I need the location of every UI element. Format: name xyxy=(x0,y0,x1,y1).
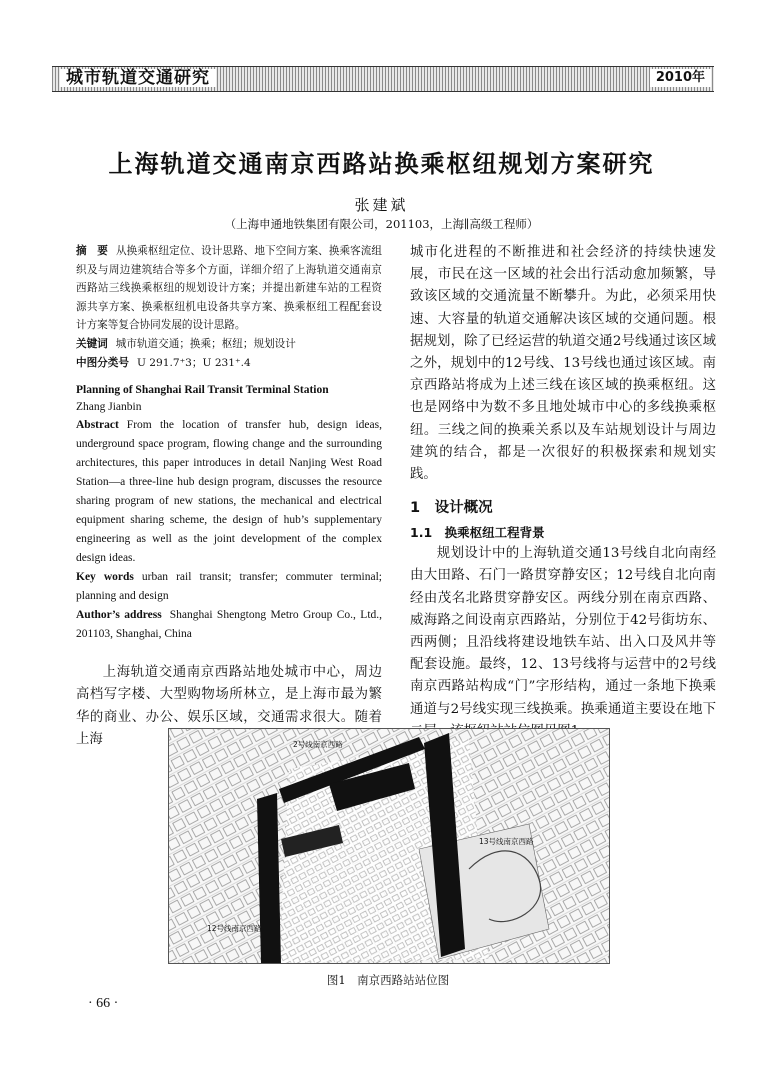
classification-code: U 291.7⁺3；U 231⁺.4 xyxy=(136,356,251,369)
intro-paragraph-right: 城市化进程的不断推进和社会经济的持续快速发展，市民在这一区域的社会出行活动愈加频繁，导致该区域的交通流量不断攀升。为此，必须采用快速、大容量的轨道交通解决该区域的交通问题。根据规划，除了已经运营的轨道交通2号线通过该区域之外，规划中的12号线、13号线也通过该区域。南京西路站将成为上述三线在该区域的换乘枢纽。这也是网络中为数不多且地处城市中心的多线换乘枢纽。三线之间的换乘关系以及车站规划设计与周边建筑的结合，都是一次很好的积极探索和规划实践。 xyxy=(410,245,716,483)
keywords-en-label: Key words xyxy=(76,571,134,584)
line12-station-band xyxy=(257,793,281,963)
classification xyxy=(76,354,382,373)
paragraph-1-1: 规划设计中的上海轨道交通13号线自北向南经由大田路、石门一路贯穿静安区；12号线自北向南经由茂名北路贯穿静安区。两线分别在南京西路、威海路之间设南京西路站，分别位于42号街坊东、西两侧；且沿线将建设地铁车站、出入口及风井等配套设施。最终，12、13号线将与运营中的2号线南京西路站构成“门”字形结构，通过一条地下换乘通道与2号线实现三线换乘。换乘通道主要设在地下 xyxy=(410,546,716,717)
author-address-label: Author’s address xyxy=(76,609,162,622)
journal-year: 2010年 xyxy=(650,69,711,87)
abstract-cn-label: 摘 要 xyxy=(76,245,108,257)
section-heading-1: 1 设计概况 xyxy=(410,500,493,517)
map-label-line13: 13号线南京西路 xyxy=(479,837,534,846)
intro-paragraph-left: 上海轨道交通南京西路站地处城市中心，周边高档写字楼、大型购物场所林立，是上海市最为繁华的商业、办公、娱乐区域，交通需求很大。随着上海 xyxy=(76,665,382,747)
article-title: 上海轨道交通南京西路站换乘枢纽规划方案研究 xyxy=(108,149,655,178)
keywords-cn xyxy=(76,335,382,354)
abstract-cn-text: 从换乘枢纽定位、设计思路、地下空间方案、换乘客流组织及与周边建筑结合等多个方面，详细介绍了上海轨道交通南京西路站三线换乘枢纽的规划设计方案；并提出新建车站的工程资源共享方案、换乘枢纽机电设备共享方案、换乘枢纽工程配套设计方案等复合协同发展的设计思路。 xyxy=(76,245,383,332)
map-label-line2: 2号线南京西路 xyxy=(293,740,343,749)
abstract-en-label: Abstract xyxy=(76,419,119,432)
journal-name: 城市轨道交通研究 xyxy=(60,69,216,87)
keywords-en-text: urban rail transit; transfer; commuter terminal; planning and design xyxy=(76,571,382,603)
abstract-en xyxy=(76,416,382,568)
figure-caption: 图1 南京西路站站位图 xyxy=(326,973,450,987)
right-column xyxy=(410,242,716,743)
english-title: Planning of Shanghai Rail Transit Terminal Station xyxy=(76,384,329,397)
station-location-map xyxy=(168,728,610,964)
left-column xyxy=(76,242,382,751)
abstract-cn xyxy=(76,242,382,335)
map-drawing xyxy=(169,729,609,963)
section-heading-1-1: 1.1 换乘枢纽工程背景 xyxy=(410,525,545,541)
keywords-cn-text: 城市轨道交通；换乘；枢纽；规划设计 xyxy=(115,337,296,350)
author-affiliation: （上海申通地铁集团有限公司，201103，上海∥高级工程师） xyxy=(224,217,539,231)
author-name: 张建斌 xyxy=(354,196,409,214)
keywords-en xyxy=(76,568,382,606)
abstract-en-text: From the location of transfer hub, design ideas, underground space program, flowing change and the surrounding architectures, this paper introduces in detail Nanjing West Road Station—a three-line hub design program, discusses the resource sharing program of new stations, the mechanical and electrical equipment sharing scheme, the design of hub’s supplementary engineering as well as the joint development of the complex design ideas. xyxy=(76,419,382,565)
page-number: · 66 · xyxy=(88,996,119,1011)
keywords-cn-label: 关键词 xyxy=(76,337,108,350)
author-address-text: Shanghai Shengtong Metro Group Co., Ltd., 201103, Shanghai, China xyxy=(76,609,383,641)
map-label-line12: 12号线南京西路 xyxy=(207,924,262,933)
english-author: Zhang Jianbin xyxy=(76,401,142,414)
author-address xyxy=(76,606,382,644)
classification-label: 中图分类号 xyxy=(76,356,129,369)
